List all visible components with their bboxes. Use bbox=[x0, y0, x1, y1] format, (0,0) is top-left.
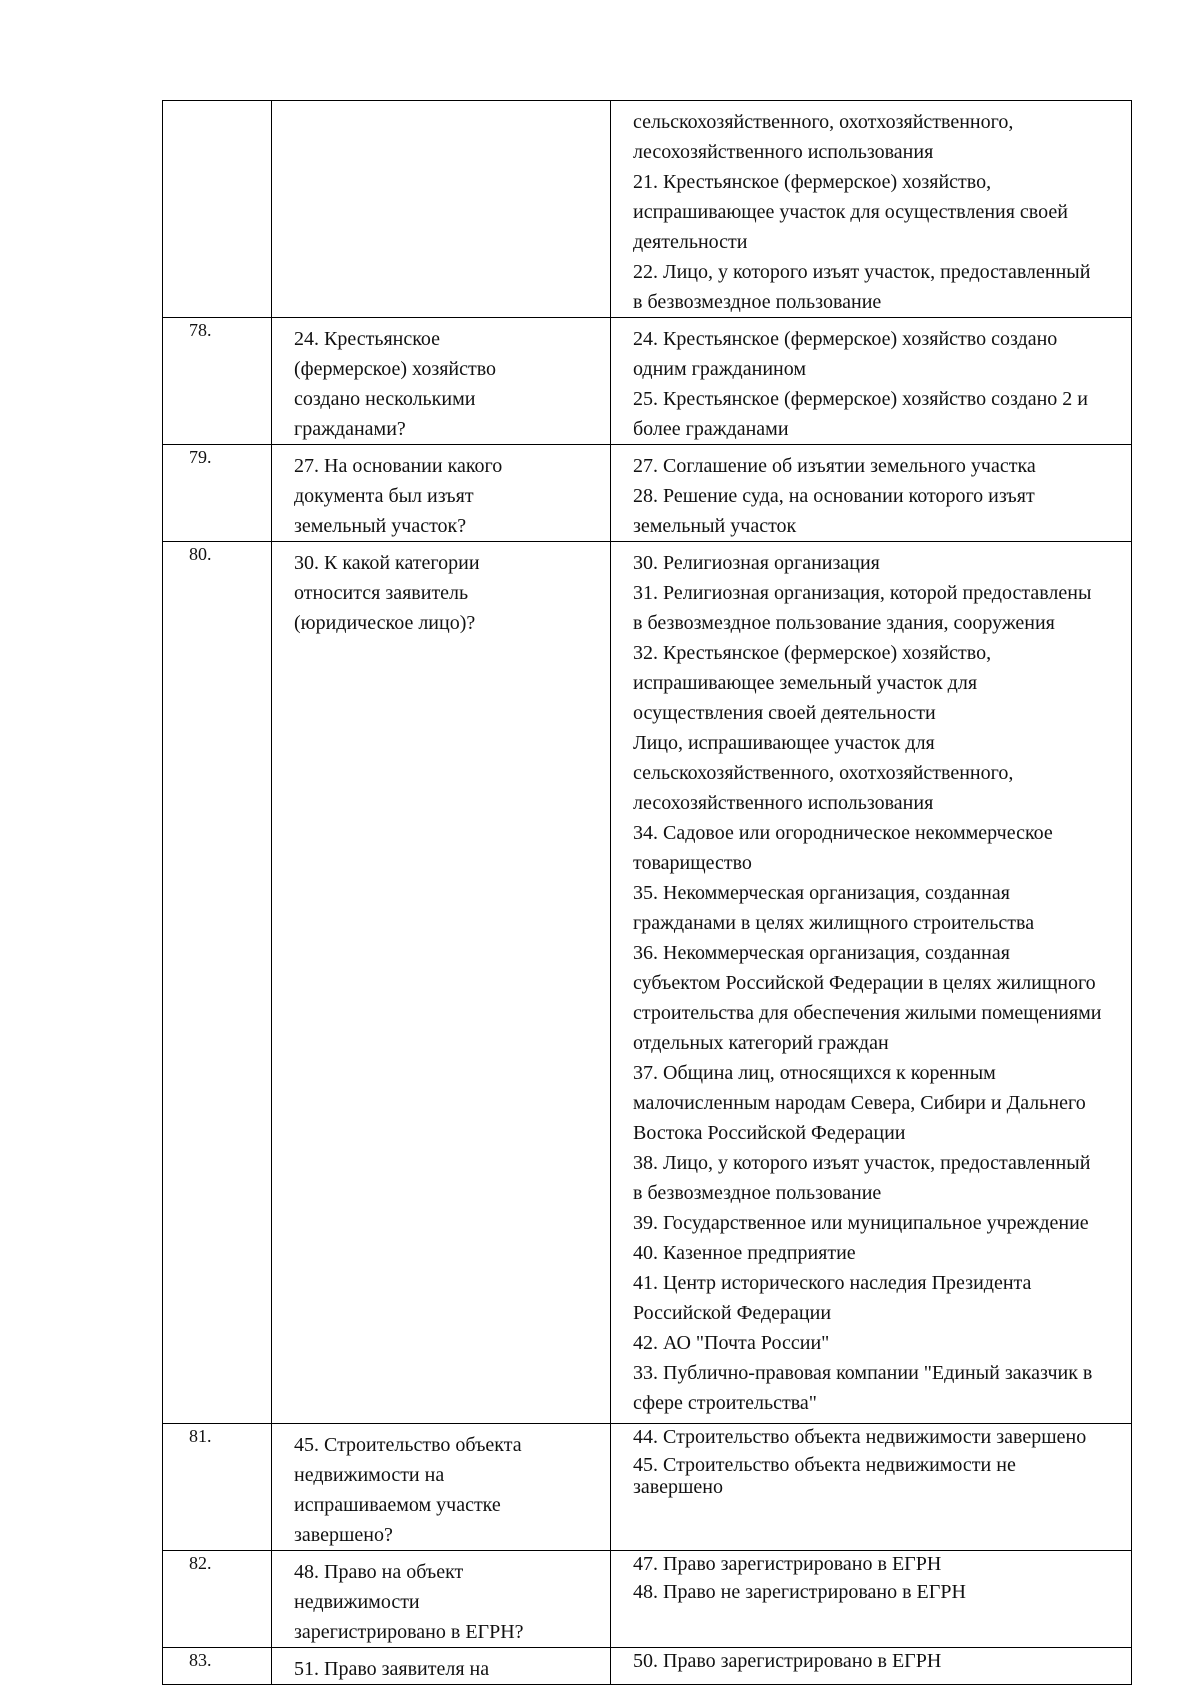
answer-line: 27. Соглашение об изъятии земельного участка bbox=[633, 455, 1036, 477]
row-number-cell bbox=[163, 101, 272, 318]
question-cell bbox=[272, 1551, 611, 1648]
row-number-cell: 82. bbox=[163, 1551, 272, 1648]
table-row bbox=[163, 1551, 1132, 1648]
question-line: недвижимости на bbox=[294, 1464, 445, 1486]
question-line: документа был изъят bbox=[294, 485, 474, 507]
answer-line: земельный участок bbox=[633, 515, 797, 537]
answer-line: 42. АО "Почта России" bbox=[633, 1332, 830, 1354]
answer-line: 47. Право зарегистрировано в ЕГРН bbox=[633, 1553, 942, 1575]
answer-line: сельскохозяйственного, охотхозяйственного, bbox=[633, 111, 1014, 133]
question-cell bbox=[272, 1424, 611, 1551]
questions-table bbox=[162, 100, 1132, 1685]
question-line: создано несколькими bbox=[294, 388, 476, 410]
row-number-cell: 81. bbox=[163, 1424, 272, 1551]
answer-line: субъектом Российской Федерации в целях жилищного bbox=[633, 972, 1096, 994]
answer-line: 45. Строительство объекта недвижимости не завершено bbox=[633, 1454, 1016, 1498]
answer-line: 48. Право не зарегистрировано в ЕГРН bbox=[633, 1581, 966, 1603]
question-line: земельный участок? bbox=[294, 515, 467, 537]
question-line: (фермерское) хозяйство bbox=[294, 358, 497, 380]
answer-line: лесохозяйственного использования bbox=[633, 141, 934, 163]
row-number-cell: 78. bbox=[163, 318, 272, 445]
question-cell bbox=[272, 318, 611, 445]
answer-line: 28. Решение суда, на основании которого изъят bbox=[633, 485, 1035, 507]
table-row bbox=[163, 542, 1132, 1424]
row-number-cell: 83. bbox=[163, 1648, 272, 1685]
answer-line: в безвозмездное пользование bbox=[633, 1182, 882, 1204]
answer-line: 41. Центр исторического наследия Президента bbox=[633, 1272, 1032, 1294]
question-line: зарегистрировано в ЕГРН? bbox=[294, 1621, 524, 1643]
table-row bbox=[163, 1648, 1132, 1685]
answer-line: сфере строительства" bbox=[633, 1392, 817, 1414]
answer-line: 37. Община лиц, относящихся к коренным bbox=[633, 1062, 996, 1084]
answer-line: в безвозмездное пользование здания, сооружения bbox=[633, 612, 1055, 634]
question-line: недвижимости bbox=[294, 1591, 420, 1613]
row-number-cell: 80. bbox=[163, 542, 272, 1424]
answer-line: 36. Некоммерческая организация, созданная bbox=[633, 942, 1010, 964]
answers-cell bbox=[611, 1424, 1132, 1551]
answer-line: более гражданами bbox=[633, 418, 789, 440]
answer-line: 40. Казенное предприятие bbox=[633, 1242, 856, 1264]
answer-line: 21. Крестьянское (фермерское) хозяйство, bbox=[633, 171, 992, 193]
answer-line: 44. Строительство объекта недвижимости завершено bbox=[633, 1426, 1087, 1448]
answer-line: осуществления своей деятельности bbox=[633, 702, 936, 724]
answer-line: испрашивающее участок для осуществления своей bbox=[633, 201, 1068, 223]
answers-cell bbox=[611, 1551, 1132, 1648]
question-line: гражданами? bbox=[294, 418, 406, 440]
answer-line: Лицо, испрашивающее участок для bbox=[633, 732, 935, 754]
answer-line: Российской Федерации bbox=[633, 1302, 832, 1324]
answer-line: испрашивающее земельный участок для bbox=[633, 672, 978, 694]
table-row bbox=[163, 101, 1132, 318]
answers-cell bbox=[611, 542, 1132, 1424]
table-row bbox=[163, 1424, 1132, 1551]
answer-line: гражданами в целях жилищного строительства bbox=[633, 912, 1035, 934]
answer-line: одним гражданином bbox=[633, 358, 806, 380]
question-line: относится заявитель bbox=[294, 582, 469, 604]
answer-line: отдельных категорий граждан bbox=[633, 1032, 889, 1054]
answer-line: в безвозмездное пользование bbox=[633, 291, 882, 313]
question-line: 51. Право заявителя на bbox=[294, 1658, 490, 1680]
question-cell bbox=[272, 445, 611, 542]
answer-line: сельскохозяйственного, охотхозяйственного, bbox=[633, 762, 1014, 784]
answer-line: 33. Публично-правовая компании "Единый заказчик в bbox=[633, 1362, 1093, 1384]
answer-line: 24. Крестьянское (фермерское) хозяйство создано bbox=[633, 328, 1058, 350]
answers-cell bbox=[611, 101, 1132, 318]
question-line: 24. Крестьянское bbox=[294, 328, 441, 350]
answer-line: лесохозяйственного использования bbox=[633, 792, 934, 814]
answer-line: малочисленным народам Севера, Сибири и Дальнего bbox=[633, 1092, 1086, 1114]
answer-line: 35. Некоммерческая организация, созданная bbox=[633, 882, 1010, 904]
answer-line: 25. Крестьянское (фермерское) хозяйство создано 2 и bbox=[633, 388, 1088, 410]
answers-cell bbox=[611, 445, 1132, 542]
answers-cell bbox=[611, 318, 1132, 445]
table-row bbox=[163, 318, 1132, 445]
row-number-cell: 79. bbox=[163, 445, 272, 542]
answer-line: строительства для обеспечения жилыми помещениями bbox=[633, 1002, 1102, 1024]
answer-line: 38. Лицо, у которого изъят участок, предоставленный bbox=[633, 1152, 1091, 1174]
answer-line: деятельности bbox=[633, 231, 748, 253]
answers-cell bbox=[611, 1648, 1132, 1685]
question-line: (юридическое лицо)? bbox=[294, 612, 476, 634]
question-cell bbox=[272, 1648, 611, 1685]
question-line: испрашиваемом участке bbox=[294, 1494, 501, 1516]
answer-line: 34. Садовое или огородническое некоммерческое bbox=[633, 822, 1053, 844]
question-line: завершено? bbox=[294, 1524, 393, 1546]
answer-line: 30. Религиозная организация bbox=[633, 552, 880, 574]
answer-line: 50. Право зарегистрировано в ЕГРН bbox=[633, 1650, 942, 1672]
question-line: 27. На основании какого bbox=[294, 455, 503, 477]
answer-line: 31. Религиозная организация, которой предоставлены bbox=[633, 582, 1092, 604]
answer-line: 39. Государственное или муниципальное учреждение bbox=[633, 1212, 1089, 1234]
answer-line: 32. Крестьянское (фермерское) хозяйство, bbox=[633, 642, 992, 664]
question-cell bbox=[272, 542, 611, 1424]
answer-line: 22. Лицо, у которого изъят участок, предоставленный bbox=[633, 261, 1091, 283]
question-cell bbox=[272, 101, 611, 318]
answer-line: товарищество bbox=[633, 852, 752, 874]
answer-line: Востока Российской Федерации bbox=[633, 1122, 906, 1144]
question-line: 30. К какой категории bbox=[294, 552, 480, 574]
question-line: 48. Право на объект bbox=[294, 1561, 464, 1583]
table-row bbox=[163, 445, 1132, 542]
question-line: 45. Строительство объекта bbox=[294, 1434, 522, 1456]
